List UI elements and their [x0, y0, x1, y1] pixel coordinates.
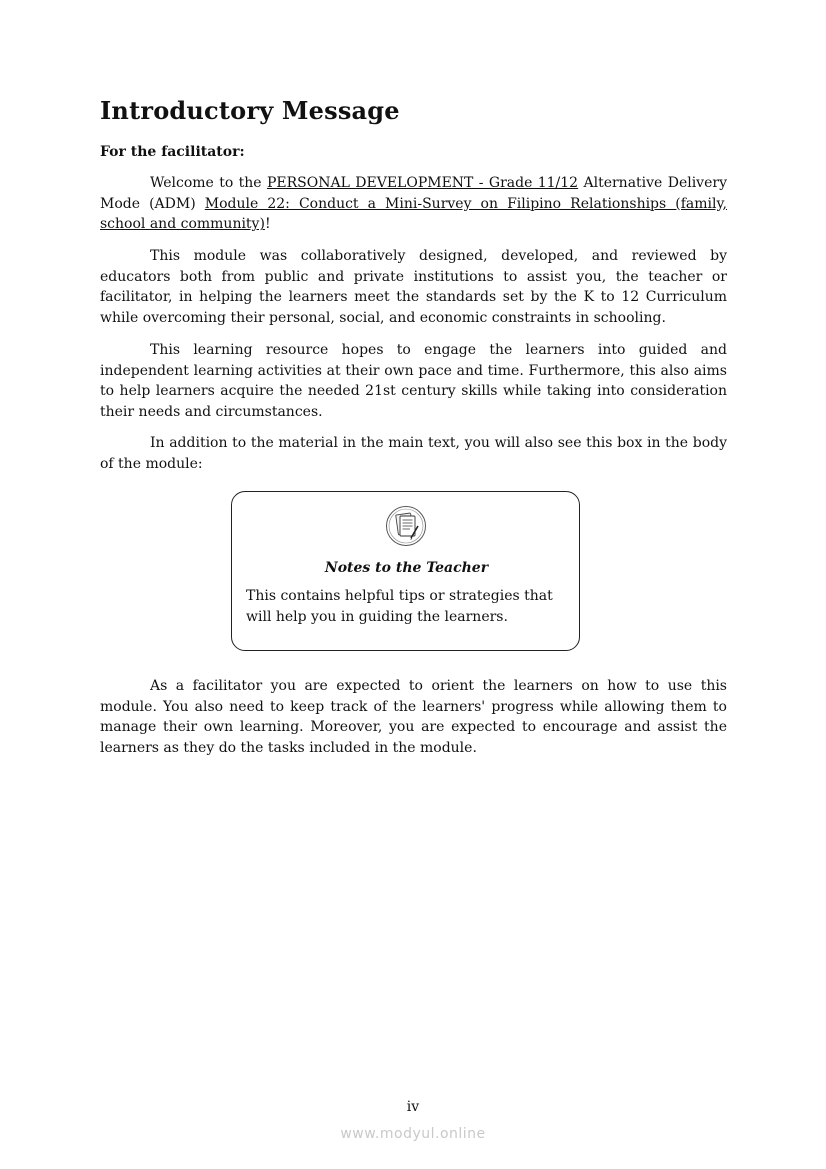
- notes-box-text: This contains helpful tips or strategies that will help you in guiding the learners.: [246, 588, 553, 625]
- design-paragraph: This module was collaboratively designed, developed, and reviewed by educators both from public and private institutions to assist you, the teacher or facilitator, in helping the learners meet the standards set by the K to 12 Curriculum while overcoming their personal, social, and economic constraints in schooling.: [100, 248, 727, 327]
- facilitator-role-paragraph: As a facilitator you are expected to orient the learners on how to use this module. You also need to keep track of the learners' progress while allowing them to manage their own learning. Moreover, you are expected to encourage and assist the learners as they do the tasks included in the module.: [100, 678, 727, 757]
- notes-box-title: Notes to the Teacher: [324, 560, 489, 576]
- welcome-text-end: !: [264, 216, 271, 233]
- subject-title: PERSONAL DEVELOPMENT - Grade 11/12: [266, 175, 579, 191]
- watermark: www.modyul.online: [340, 1126, 486, 1142]
- welcome-paragraph: [100, 173, 727, 235]
- notes-to-teacher-box: [231, 491, 580, 651]
- notes-icon: [385, 505, 427, 547]
- box-intro-paragraph: In addition to the material in the main text, you will also see this box in the body of the module:: [100, 435, 727, 472]
- module-title: Module 22: Conduct a Mini-Survey on Filipino Relationships (family, school and community): [100, 195, 728, 233]
- page-title: Introductory Message: [100, 96, 400, 125]
- resource-paragraph: This learning resource hopes to engage the learners into guided and independent learning activities at their own pace and time. Furthermore, this also aims to help learners acquire the needed 21st century skills while taking into consideration their needs and circumstances.: [100, 342, 727, 421]
- page-number: iv: [406, 1099, 420, 1115]
- welcome-text-start: Welcome to the: [150, 175, 267, 191]
- facilitator-subheading: For the facilitator:: [100, 144, 245, 160]
- welcome-text-middle: Alternative Delivery Mode (ADM): [100, 175, 727, 212]
